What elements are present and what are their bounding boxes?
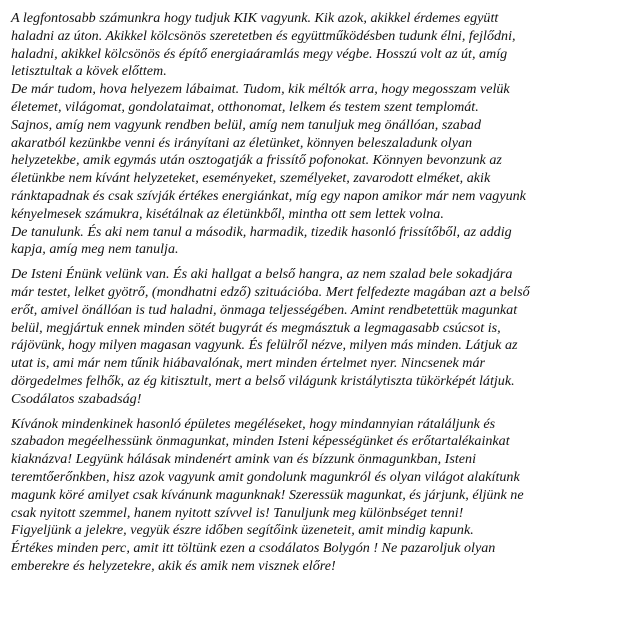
- text-line: kapja, amíg meg nem tanulja.: [11, 241, 179, 258]
- paragraph: [11, 10, 611, 259]
- text-line: Csodálatos szabadság!: [11, 390, 142, 407]
- text-line: A legfontosabb számunkra hogy tudjuk KIK vagyunk. Kik azok, akikkel érdemes együtt: [11, 10, 499, 26]
- text-line: rájövünk, hogy milyen magasan vagyunk. És felülről nézve, milyen más minden. Látjuk az: [11, 337, 518, 354]
- text-line: életünkbe nem kívánt helyzeteket, eseményeket, személyeket, zavarodott elméket, akik: [11, 170, 491, 187]
- text-line: már testet, lelket gyötrő, (mondhatni edző) szituációba. Mert felfedezte magában azt a belső: [11, 283, 530, 300]
- text-line: Figyeljünk a jelekre, vegyük észre időben segítőink üzeneteit, amit mindig kapunk.: [11, 522, 474, 539]
- text-line: letisztultak a kövek előttem.: [11, 63, 167, 80]
- text-line: De tanulunk. És aki nem tanul a második, harmadik, tizedik hasonló frissítőből, az addig: [11, 223, 512, 240]
- text-line: haladni az úton. Akikkel kölcsönös szeretetben és együttműködésben tudunk élni, fejlődni,: [11, 27, 516, 44]
- text-line: erőt, amivel önállóan is tud haladni, önmaga teljességében. Amint rendbetettük magunkat: [11, 301, 518, 318]
- text-line: helyzetekbe, amik egymás után osztogatják a frissítő pofonokat. Könnyen bevonzunk az: [11, 152, 502, 169]
- text-line: csak nyitott szemmel, hanem nyitott szívvel is! Tanuljunk meg különbséget tenni!: [11, 504, 464, 521]
- text-line: De Isteni Énünk velünk van. És aki hallgat a belső hangra, az nem szalad bele sokadjára: [11, 266, 513, 283]
- text-line: Sajnos, amíg nem vagyunk rendben belül, amíg nem tanuljuk meg önállóan, szabad: [11, 116, 481, 133]
- text-line: ránktapadnak és csak szívják értékes energiánkat, míg egy napon amikor már nem vagyunk: [11, 187, 526, 204]
- paragraph: [11, 416, 611, 576]
- text-line: szabadon megéelhessünk önmagunkat, minden Isteni képességünket és erőtartalékainkat: [11, 433, 510, 450]
- text-line: magunk köré amilyet csak kívánunk magunknak! Szeressük magunkat, és járjunk, éljünk ne: [11, 486, 524, 503]
- document-body: [11, 10, 611, 576]
- text-line: utat is, ami már nem tűnik hiábavalónak, mert minden értelmet nyer. Nincsenek már: [11, 355, 486, 372]
- text-line: emberekre és helyzetekre, akik és amik nem visznek előre!: [11, 557, 336, 574]
- text-line: kényelmesek számukra, kisétálnak az életünkből, mintha ott sem lettek volna.: [11, 205, 444, 222]
- text-line: teremtőerőnkben, hisz azok vagyunk amit gondolunk magunkról és olyan világot alakítunk: [11, 468, 520, 485]
- text-line: haladni, akikkel kölcsönös és építő energiaáramlás megy végbe. Hosszú volt az út, amíg: [11, 45, 508, 62]
- text-line: életemet, világomat, gondolataimat, otthonomat, lelkem és testem szent templomát.: [11, 98, 479, 115]
- text-line: Kívánok mindenkinek hasonló épületes megéléseket, hogy mindannyian rátaláljunk és: [11, 415, 496, 432]
- text-line: akaratból kezünkbe venni és irányítani az életünket, könnyen beleszaladunk olyan: [11, 134, 473, 151]
- paragraph: [11, 266, 611, 408]
- text-line: kiaknázva! Legyünk hálásak mindenért amink van és bízzunk önmagunkban, Isteni: [11, 451, 476, 468]
- text-line: Értékes minden perc, amit itt töltünk ezen a csodálatos Bolygón ! Ne pazaroljuk olyan: [11, 540, 496, 557]
- text-line: dörgedelmes felhők, az ég kitisztult, mert a belső világunk kristálytiszta tükörképét látjuk.: [11, 372, 515, 389]
- text-line: belül, megjártuk ennek minden sötét bugyrát és megmásztuk a legmagasabb csúcsot is,: [11, 319, 501, 336]
- text-line: De már tudom, hova helyezem lábaimat. Tudom, kik méltók arra, hogy megosszam velük: [11, 81, 510, 98]
